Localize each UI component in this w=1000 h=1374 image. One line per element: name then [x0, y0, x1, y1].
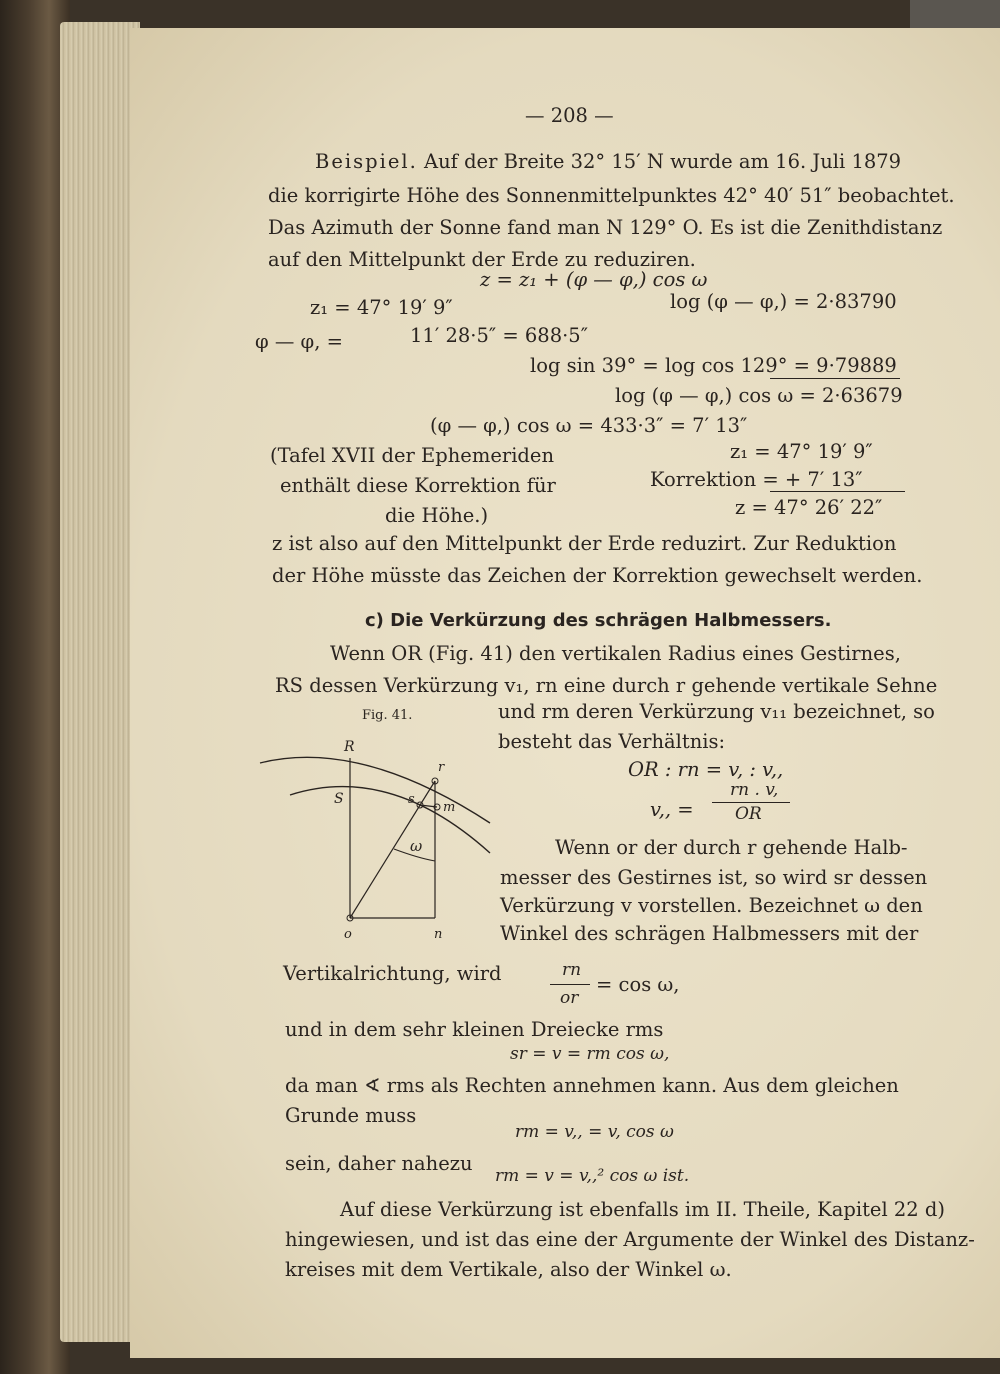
v-formula-lhs: v,, =	[650, 798, 694, 821]
log-phi: log (φ — φ,) = 2·83790	[670, 290, 897, 313]
label-n: n	[434, 927, 443, 942]
sum-z1: z₁ = 47° 19′ 9″	[730, 440, 873, 463]
label-R: R	[344, 739, 355, 755]
v-formula-numerator: rn . v,	[730, 780, 779, 800]
example-label: Beispiel.	[315, 150, 418, 173]
section-heading: c) Die Verkürzung des schrägen Halbmessers.	[365, 610, 832, 631]
intro-line-1-text: Auf der Breite 32° 15′ N wurde am 16. Juli 1879	[424, 150, 902, 173]
page-number: — 208 —	[525, 104, 614, 127]
rm-formula-1: rm = v,, = v, cos ω	[515, 1122, 674, 1142]
sr-formula: sr = v = rm cos ω,	[510, 1044, 670, 1064]
log-sin: log sin 39° = log cos 129° = 9·79889	[530, 354, 897, 377]
after-calc-line-1: z ist also auf den Mittelpunkt der Erde reduzirt. Zur Reduktion	[272, 532, 897, 555]
para1-line-2: RS dessen Verkürzung v₁, rn eine durch r gehende vertikale Sehne	[275, 674, 938, 697]
para1-line-4: besteht das Verhältnis:	[498, 730, 726, 753]
para4-line-3: kreises mit dem Vertikale, also der Winkel ω.	[285, 1258, 732, 1281]
figure-caption: Fig. 41.	[362, 708, 413, 723]
v-formula-denominator: OR	[735, 804, 762, 824]
sum-z: z = 47° 26′ 22″	[735, 496, 883, 519]
para1-line-1: Wenn OR (Fig. 41) den vertikalen Radius eines Gestirnes,	[330, 642, 901, 665]
para3-line-2: da man ∢ rms als Rechten annehmen kann. Aus dem gleichen	[285, 1074, 899, 1097]
para3-line-3: Grunde muss	[285, 1104, 417, 1127]
para3-line-1: und in dem sehr kleinen Dreiecke rms	[285, 1018, 664, 1041]
intro-line-3: Das Azimuth der Sonne fand man N 129° O. Es ist die Zenithdistanz	[268, 216, 943, 239]
inner-arc	[290, 787, 490, 853]
book-page	[130, 28, 1000, 1358]
figure-41	[250, 733, 500, 953]
para3-line-4: sein, daher nahezu	[285, 1152, 473, 1175]
log-cos: log (φ — φ,) cos ω = 2·63679	[615, 384, 903, 407]
intro-line-4: auf den Mittelpunkt der Erde zu reduziren.	[268, 248, 696, 271]
cos-bar	[550, 984, 590, 985]
label-o: o	[344, 927, 352, 942]
para2-line-1: Wenn or der durch r gehende Halb-	[555, 836, 908, 859]
product-line: (φ — φ,) cos ω = 433·3″ = 7′ 13″	[430, 414, 748, 437]
para4-line-1: Auf diese Verkürzung ist ebenfalls im II. Theile, Kapitel 22 d)	[340, 1198, 945, 1221]
tafel-note-3: die Höhe.)	[385, 504, 489, 527]
phi-diff-value: 11′ 28·5″ = 688·5″	[410, 324, 588, 347]
label-s: s	[408, 792, 415, 807]
label-m: m	[443, 800, 456, 815]
para4-line-2: hingewiesen, und ist das eine der Argumente der Winkel des Distanz-	[285, 1228, 975, 1251]
cos-rhs: = cos ω,	[596, 973, 680, 996]
para1-line-3: und rm deren Verkürzung v₁₁ bezeichnet, so	[498, 700, 935, 723]
main-equation: z = z₁ + (φ — φ,) cos ω	[480, 268, 708, 291]
z1-value: z₁ = 47° 19′ 9″	[310, 296, 453, 319]
cos-denominator: or	[560, 988, 579, 1008]
rm-formula-2: rm = v = v,,² cos ω ist.	[495, 1166, 690, 1186]
sum-rule-1	[770, 378, 900, 379]
intro-line-2: die korrigirte Höhe des Sonnenmittelpunktes 42° 40′ 51″ beobachtet.	[268, 184, 955, 207]
tafel-note-1: (Tafel XVII der Ephemeriden	[270, 444, 555, 467]
para2-line-5: Vertikalrichtung, wird	[283, 962, 502, 985]
sum-rule-2	[770, 491, 905, 492]
intro-line-1	[315, 150, 901, 173]
oblique-radius	[350, 781, 435, 918]
para2-line-4: Winkel des schrägen Halbmessers mit der	[500, 922, 919, 945]
tafel-note-2: enthält diese Korrektion für	[280, 474, 556, 497]
v-formula-bar	[712, 802, 790, 803]
sum-korrektion: Korrektion = + 7′ 13″	[650, 468, 863, 491]
page-edges	[60, 22, 140, 1342]
para2-line-2: messer des Gestirnes ist, so wird sr dessen	[500, 866, 928, 889]
label-omega: ω	[410, 837, 423, 855]
cos-numerator: rn	[562, 960, 582, 980]
after-calc-line-2: der Höhe müsste das Zeichen der Korrektion gewechselt werden.	[272, 564, 923, 587]
para2-line-3: Verkürzung v vorstellen. Bezeichnet ω den	[500, 894, 923, 917]
label-r: r	[438, 760, 445, 775]
phi-diff-label: φ — φ, =	[255, 330, 343, 353]
background-corner	[910, 0, 1000, 30]
ratio-formula: OR : rn = v, : v,,	[628, 758, 784, 781]
label-S: S	[334, 791, 344, 807]
